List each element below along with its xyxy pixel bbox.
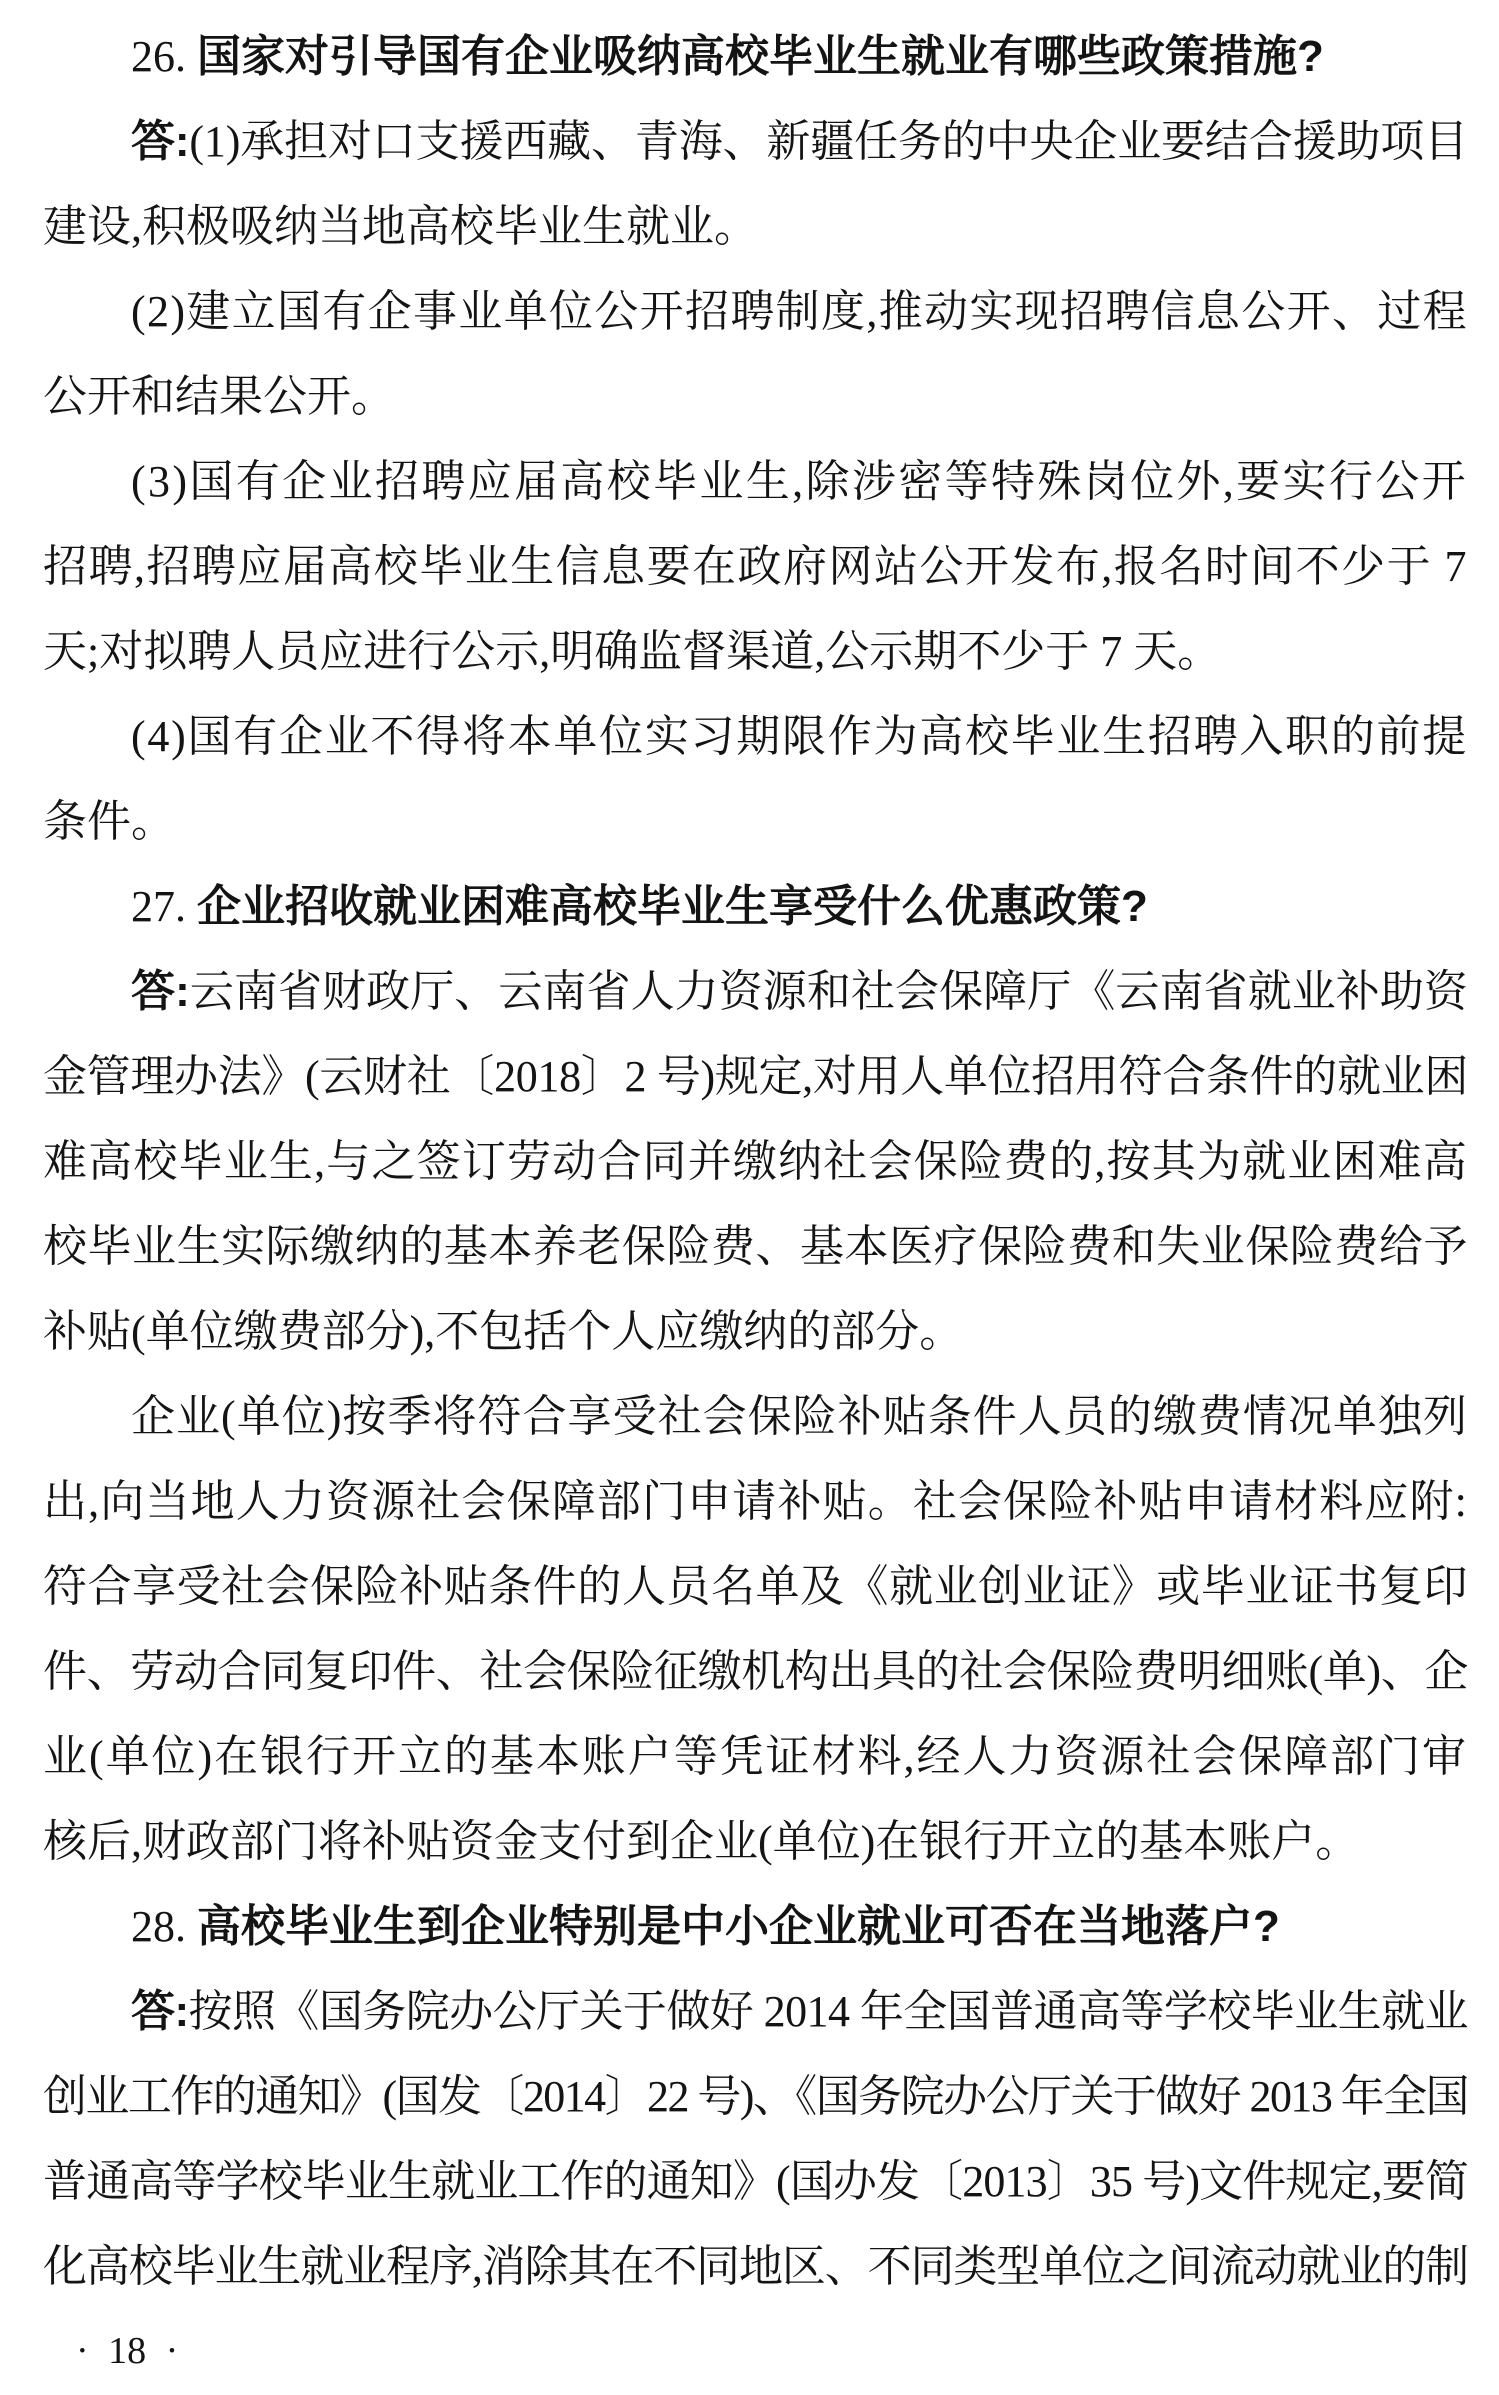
body-text-line	[43, 439, 1468, 524]
question-heading	[43, 14, 1468, 99]
text-segment: 条件。	[43, 797, 175, 846]
body-text-line	[43, 2054, 1468, 2139]
bold-text-segment: 企业招收就业困难高校毕业生享受什么优惠政策?	[197, 882, 1148, 931]
body-text-line	[43, 2224, 1468, 2309]
text-segment: 补贴(单位缴费部分),不包括个人应缴纳的部分。	[43, 1307, 964, 1356]
text-segment: 招聘,招聘应届高校毕业生信息要在政府网站公开发布,报名时间不少于 7	[43, 542, 1468, 591]
bold-text-segment: 答:	[131, 117, 190, 166]
text-segment: (1)承担对口支援西藏、青海、新疆任务的中央企业要结合援助项目	[189, 117, 1468, 166]
page-number: · 18 ·	[76, 2330, 179, 2372]
text-segment: 金管理办法》(云财社〔2018〕2 号)规定,对用人单位招用符合条件的就业困	[43, 1052, 1468, 1101]
bold-text-segment: 答:	[131, 967, 190, 1016]
text-segment: 校毕业生实际缴纳的基本养老保险费、基本医疗保险费和失业保险费给予	[43, 1222, 1468, 1271]
text-segment: (2)建立国有企事业单位公开招聘制度,推动实现招聘信息公开、过程	[131, 287, 1468, 336]
body-text-line	[43, 1969, 1468, 2054]
body-text-line	[43, 1459, 1468, 1544]
question-heading	[43, 864, 1468, 949]
text-segment: 出,向当地人力资源社会保障部门申请补贴。社会保险补贴申请材料应附:	[43, 1477, 1468, 1526]
text-segment: 化高校毕业生就业程序,消除其在不同地区、不同类型单位之间流动就业的制	[43, 2242, 1468, 2291]
text-segment: 件、劳动合同复印件、社会保险征缴机构出具的社会保险费明细账(单)、企	[43, 1647, 1468, 1696]
body-text-line	[43, 1374, 1468, 1459]
text-segment: 业(单位)在银行开立的基本账户等凭证材料,经人力资源社会保障部门审	[43, 1732, 1468, 1781]
text-segment: 云南省财政厅、云南省人力资源和社会保障厅《云南省就业补助资	[189, 967, 1469, 1016]
body-text-line	[43, 1714, 1468, 1799]
question-heading	[43, 1884, 1468, 1969]
body-text-line	[43, 354, 1468, 439]
bold-text-segment: 答:	[131, 1987, 189, 2036]
text-segment: 企业(单位)按季将符合享受社会保险补贴条件人员的缴费情况单独列	[131, 1392, 1468, 1441]
body-text-line	[43, 184, 1468, 269]
body-text-line	[43, 609, 1468, 694]
body-text-line	[43, 949, 1468, 1034]
body-text-line	[43, 1799, 1468, 1884]
text-segment: 天;对拟聘人员应进行公示,明确监督渠道,公示期不少于 7 天。	[43, 627, 1222, 676]
body-text-line	[43, 1289, 1468, 1374]
bold-text-segment: 高校毕业生到企业特别是中小企业就业可否在当地落户?	[197, 1902, 1280, 1951]
text-segment: 公开和结果公开。	[43, 372, 395, 421]
body-text-line	[43, 524, 1468, 609]
text-segment: 27.	[131, 882, 197, 931]
text-segment: 核后,财政部门将补贴资金支付到企业(单位)在银行开立的基本账户。	[43, 1817, 1360, 1866]
text-segment: 按照《国务院办公厅关于做好 2014 年全国普通高等学校毕业生就业	[188, 1987, 1468, 2036]
text-segment: (3)国有企业招聘应届高校毕业生,除涉密等特殊岗位外,要实行公开	[131, 457, 1468, 506]
body-text-line	[43, 1204, 1468, 1289]
text-segment: (4)国有企业不得将本单位实习期限作为高校毕业生招聘入职的前提	[131, 712, 1468, 761]
body-text-line	[43, 99, 1468, 184]
body-text-line	[43, 779, 1468, 864]
body-text-line	[43, 1119, 1468, 1204]
body-text-line	[43, 2139, 1468, 2224]
text-segment: 创业工作的通知》(国发〔2014〕22 号)、《国务院办公厅关于做好 2013 年全国	[43, 2072, 1468, 2121]
body-text-line	[43, 1544, 1468, 1629]
text-segment: 普通高等学校毕业生就业工作的通知》(国办发〔2013〕35 号)文件规定,要简	[43, 2157, 1468, 2206]
text-segment: 符合享受社会保险补贴条件的人员名单及《就业创业证》或毕业证书复印	[43, 1562, 1468, 1611]
text-segment: 26.	[131, 32, 197, 81]
bold-text-segment: 国家对引导国有企业吸纳高校毕业生就业有哪些政策措施?	[197, 32, 1324, 81]
body-text-line	[43, 1629, 1468, 1714]
body-text-line	[43, 269, 1468, 354]
body-text-line	[43, 1034, 1468, 1119]
text-segment: 28.	[131, 1902, 197, 1951]
text-segment: 难高校毕业生,与之签订劳动合同并缴纳社会保险费的,按其为就业困难高	[43, 1137, 1468, 1186]
document-body	[43, 14, 1468, 2309]
body-text-line	[43, 694, 1468, 779]
text-segment: 建设,积极吸纳当地高校毕业生就业。	[43, 202, 758, 251]
